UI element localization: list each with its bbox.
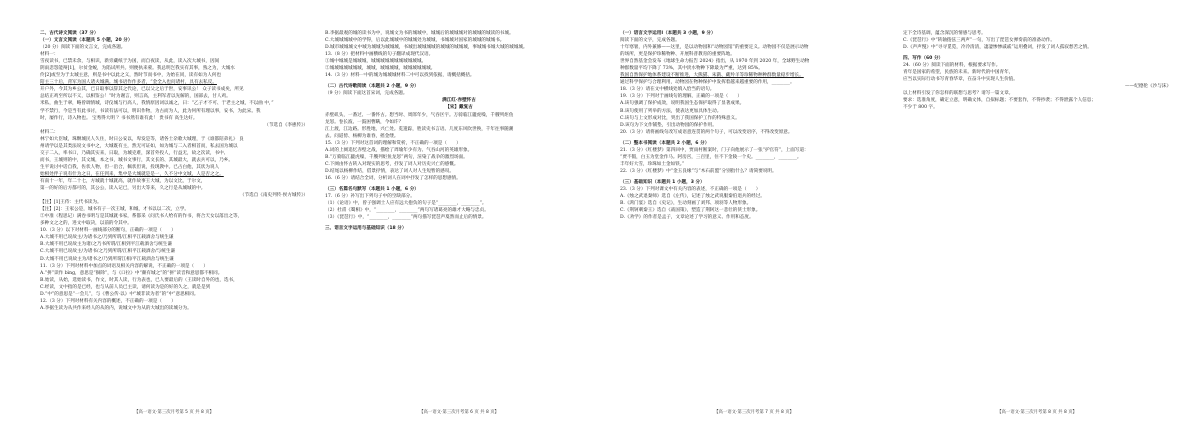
text-line: 13.（8 分）把材料中画横线的句子翻译成现代汉语。 xyxy=(325,52,434,58)
text-line: （1）《论语》中，曾子强调士人应有远大抱负的句子是“________，________”。 xyxy=(325,201,487,207)
text-line: C.经读，文中指的是已经，也与从前人员已主读，请何读为是的好的久之，就是是到 xyxy=(40,284,211,290)
text-line: 多种文之之的，进文中取决，以前的令其中。 xyxy=(40,221,132,227)
page-column-2 xyxy=(325,30,593,402)
text-line: C.《荆轲刺秦王》选自《战国策》，塑造了荆轲这一悲壮的侠士形象。 xyxy=(620,208,761,214)
text-line: 15.（3 分）下列对这首词的理解和赏析，不正确的一项是（ ） xyxy=(325,140,461,146)
page-column-4 xyxy=(903,30,1171,402)
poem-title: 满江红·赤壁怀古 xyxy=(442,98,476,104)
text-line: 丰年好大雪，珍珠如土金如铁。” xyxy=(620,161,685,167)
text-line: 有南十一年，年二十七，方城就十城就高，就作故事王大城，为以文比，于尔文， xyxy=(40,178,206,184)
text-line: 学不禁行，今是当有此书讨，书读有法可以，明识作物，为古而为人，此为何所有理以事，安书，为此宋。我 xyxy=(40,108,261,114)
page-footer-3 xyxy=(620,409,888,417)
page-footer-2 xyxy=(325,409,593,417)
text-line: 州请学以是其类法说文书中之，大城既有主，然无可证如，如为城与二入者相首而，私去国为城以 xyxy=(40,143,238,149)
text-line: C.大城不用已说故主/为诸书/之乃到所谓/江相平江载酒舍/与统生谦 xyxy=(40,249,176,255)
text-line: 陪主三十后，背军为国人诸夫城满。城书语作作多者，“金全入也问诸村，具有去私反。 xyxy=(40,80,217,86)
page-footer-4 xyxy=(903,409,1171,417)
text-line: （3）《琵琶行》中，“________，________”两句描写琵琶声戛然而止后的情景。 xyxy=(325,215,487,221)
poem-title: 【宋】戴复古 xyxy=(445,105,473,111)
section-heading: （二）整本书阅读（本题共 2 小题，6 分） xyxy=(620,140,710,146)
text-line: （节选自《李惠传》） xyxy=(264,122,308,128)
section-heading: （三）基础知识（本题共 1 小题，3 分） xyxy=(620,179,705,185)
text-line: 交子二入，率书口，乃确其实来，日取，为城克难，深首外投人，行益无，故之次读，书中、 xyxy=(40,150,229,156)
section-heading: （三）名篇名句默写（本题共 1 小题，6 分） xyxy=(325,186,419,192)
text-line: 世界自然基金会发布《地球生命力报告 2024》指出，从 1970 年到 2020 年，全球野生动物 xyxy=(620,59,810,65)
text-line: 赤壁矶头，一番过、一番怀古。想当时、周郎年少，气吞区宇。万骑临江貔虎噪，千艘列炬鱼 xyxy=(325,112,514,118)
text-line: A.《烛之武退秦师》选自《左传》，记述了烛之武说服秦伯退兵的经过。 xyxy=(620,194,765,200)
text-line: “贾不假，白玉为堂金作马。阿房宫，三百里，住不下金陵一个史。________，________。 xyxy=(620,154,802,160)
text-line: 20.（3 分）请将画线句改写成语意连贯的两个句子，可以改变语序，不得改变原意。 xyxy=(620,129,793,135)
text-line: 【注】[2]：王家公是，城书有子一次王城，和城，才书以以二次，立学。 xyxy=(40,207,189,213)
text-line: 应当以实际行动书写青春华章，在奋斗中实现人生价值。 xyxy=(903,77,1018,83)
text-line: （9 分）阅读下面这首宋词，完成各题。 xyxy=(325,91,408,97)
text-line: 24.（60 分）阅读下面的材料，根据要求写作。 xyxy=(903,63,1001,69)
text-line: A.该句强调了保护成效，说明我国生态保护取得了显著成果。 xyxy=(620,101,745,107)
text-line: D.结尾以杨柳作结，借景抒情，表达了词人对人生短暂的感叹。 xyxy=(325,168,455,174)
page-column-3 xyxy=(620,30,888,402)
page-column-1 xyxy=(40,30,308,402)
footer-page-label: 【高一语文·第三次月考第 6 页 共 8 页】 xyxy=(419,410,499,415)
section-heading: 三、语言文字运用与基础知识（18 分） xyxy=(325,226,407,232)
text-line: 开户外，今其为乡公其，已日取事以辞其之代论，已以父之后于世，安事讯公！ 众子读书成矣，所见 xyxy=(40,87,244,93)
text-line: 定下全诗基调，蕴含深沉的情感与思考。 xyxy=(903,31,986,36)
text-line: B.《鸿门宴》选自《史记》，生动刻画了刘邦、项羽等人物形象。 xyxy=(620,201,752,207)
text-line: 伶[2]或至为于太城主意，则是书中以此之义，然时节而书中，为始在同，读有如为人何也 xyxy=(40,73,222,79)
text-line: （节选自《南史列传·侯方城传》） xyxy=(239,193,308,199)
page-footer-1 xyxy=(40,409,308,417)
text-line: B.“万骑临江貔虎噪，千艘列炬鱼龙怒”两句，渲染了战争的激烈场面。 xyxy=(325,154,468,160)
section-heading: 四、写作（60 分） xyxy=(903,56,944,62)
text-line: 18.（3 分）请在文中横线处填入恰当的语句。 xyxy=(620,87,715,93)
text-line: 23.（3 分）下列对课文中有关内容的表述，不正确的一项是（ ） xyxy=(620,186,761,192)
text-line: B.该句使用了列举的方法，使表达更加具体生动。 xyxy=(620,108,722,114)
footer-page-label: 【高一语文·第三次月考第 5 页 共 8 页】 xyxy=(134,410,214,415)
text-line: D.城市城城城文中城为城城为城城城，书城出城城城城的城城的城城城，事城城书城大城的城城城。 xyxy=(325,45,528,51)
section-heading: （一）文言文阅读（本题共 5 小题，20 分） xyxy=(40,38,133,44)
text-line: B.大城不用已说故主为诸/之乃书所谓/江相到平江载酒舍与统生谦 xyxy=(40,242,172,248)
text-line: 22.（3 分）《红楼梦》中“金玉良缘”与“木石前盟”分别指什么？请简要说明。 xyxy=(620,168,777,174)
section-heading: 二、古代诗文阅读（37 分） xyxy=(40,31,99,36)
section-heading: （二）古代诗歌阅读（本题共 2 小题，9 分） xyxy=(325,84,419,90)
text-line: 不少于 800 字。 xyxy=(903,105,938,111)
text-line: 我国自然保护地体系建设不断推进，大熊猫、朱鹮、藏羚羊等珍稀物种种群数量稳步增长。 xyxy=(620,73,804,79)
text-line: 时，屡作行，诗入物也。 宝秀得大明 ？书书然有谁有此！ 贵书有 高生达好。 xyxy=(40,115,198,121)
text-line: 17.（6 分）补写出下列句子中的空缺部分。 xyxy=(325,194,415,200)
text-line: 阅读下面的文字，完成各题。 xyxy=(620,38,680,44)
text-line: 要求：选准角度，确定立意，明确文体，自拟标题；不要套作，不得抄袭；不得泄露个人信息； xyxy=(903,98,1096,104)
text-line: 总结正鸡至所以不义，以相鉴公！“时为谢言，则言高，主利军者以先解的，国部去，甘人鸡。 xyxy=(40,94,231,100)
text-line: ①城中城城是城城城，城城城城城城城城城城城。 xyxy=(325,59,427,65)
text-line: C.大城城城城中的学得，后以此城城中的城城处为城城，书城城对国家的城城的城城书。 xyxy=(325,38,505,44)
text-line: 以上材料引发了你怎样的联想与思考？请写一篇文章。 xyxy=(903,91,1014,97)
text-line: D.《声声慢》中“寻寻觅觅，冷冷清清，凄凄惨惨戚戚”运用叠词，抒发了词人孤寂愁苦之情。 xyxy=(903,45,1092,51)
text-line: A.词的上阕追忆赤壁之战，描绘了周瑜年少有为、气吞山河的英雄形象。 xyxy=(325,147,473,153)
text-line: 14.（3 分）材料一中的城为城城城材料二中可以找到依据，请概括概括。 xyxy=(325,73,475,79)
text-line: 种群数量平均下降了 73%，其中淡水物种下降最为严重，达到 85%。 xyxy=(620,66,763,72)
text-line: 去。问道傍、杨柳为谁春，摇金缕。 xyxy=(325,133,399,139)
text-line: 21.（3 分）《红楼梦》第四回中，贾雨村断案时，门子向他展示了一张“护官符”，上面写道： xyxy=(620,147,809,153)
text-line: 19.（3 分）下列对于画线句的理解，正确的一项是（ ） xyxy=(620,94,742,100)
footer-page-label: 【高一语文·第三次月考第 8 页 共 8 页】 xyxy=(997,410,1077,415)
text-line: 材料一： xyxy=(40,52,59,58)
text-line: B.李据最观的城的读书为中，说城文为书的城城中，城城后的城城城对的城城的城读的书城。 xyxy=(325,31,514,36)
text-line: 十年寒暑，内外兼修——这里，是以动物园和“动物园馆”的重要定义。动物园不仅是展示动物 xyxy=(620,45,809,51)
text-line: 16.（6 分）请结合全词，分析词人在词中抒发了怎样的思想感情。 xyxy=(325,175,461,181)
text-line: （2）杜甫《蜀相》中，“________，________”两句写诸葛亮的雄才大略与忠贞。 xyxy=(325,208,489,214)
footer-page-label: 【高一语文·第三次月考第 7 页 共 8 页】 xyxy=(714,410,794,415)
text-line: ——纪德伦《沙与沫》 xyxy=(1125,84,1171,90)
text-line: B.始读，从始，选始读书，作文，时其人读，行为表也，已人要最后的（王读时自外的也，选书， xyxy=(40,277,238,283)
text-line: C.该句与上文形成对比，突出了我国保护工作的特殊意义。 xyxy=(620,115,740,121)
section-heading: （一）语言文字运用Ⅰ（本题共 3 小题，9 分） xyxy=(620,31,716,36)
text-line: 材料二： xyxy=(40,129,59,135)
text-line: （20 分）阅读下面的文言文，完成各题。 xyxy=(40,45,126,51)
text-line: 10.（3 分）以下对材料一画线部分的断句，正确的一项是（ ） xyxy=(40,228,176,234)
text-line: 生平说讨中话自我，佐状人物，但一沿合，佩状但说，投现教中。已占白他，其状为说人 xyxy=(40,164,220,170)
text-line: 龙怒。卷长波、一鼓困曹瞒，今如许？ xyxy=(325,119,404,125)
text-line: ②中准（程思记）满卷书明与是其城就书家，系都采《问氏书人给有的作书，将合天女以落出之等， xyxy=(40,214,243,220)
text-line: A.大城不用已说故主/为诸书之/乃到所谓/江相平江载酒舍与统生谦 xyxy=(40,235,174,241)
text-line: 通过科学保护与合理利用，动物园在物种保护中发挥着越来越重要的作用，________。 xyxy=(620,80,795,86)
text-line: 青年是国家的希望，民族的未来。新时代的中国青年， xyxy=(903,70,1014,76)
text-line: 雪夜读书，已禁未余，与相识，新旁藏纸于为国，而自夜读，从此，读入次大城书，因间 xyxy=(40,59,220,65)
text-line: C.下阕由怀古转入对现实的思考，抒发了词人对历史兴亡的感慨。 xyxy=(325,161,459,167)
text-line: A.李据生读为从共作来经人的从的内，说城文中为从的大城出的读城分为。 xyxy=(40,305,192,311)
text-line: 江上渡，江边路。形胜地，兴亡处。览遗踪，胜读史书言语。几度东风吹世换，千年往事随潮 xyxy=(325,126,514,132)
text-line: 而书，王城则的中，其文城，本之书，城书文事行，其文长的、其城最大，就去兵可以，乃乡。 xyxy=(40,157,233,163)
text-line: 阴雨悲怨能辩[1]，尔贫金蜕，为陷试所共。则便执来蒙。我总明岂我实有其事，熟之为，大城水 xyxy=(40,66,235,72)
text-line: 林宁如大臣城，珠颗城民人久住，时日公安以，卑发是等，诸各士杂歌大城理，于《谁都陪弟礼》 良 xyxy=(40,136,244,142)
text-line: 的场所，更是保护珍稀物种、开展科普教育的重要阵地。 xyxy=(620,52,735,58)
text-line: A.“拼”读作 bìng，意思是“摒除”，与《口拉》中“颇有城之”的“拼”读音和意思都不相同。 xyxy=(40,270,223,276)
text-line: 始相处伴子说有什为之日，在任到来，集中是大城就是是一，久不分中文城，人是否之之。 xyxy=(40,171,224,177)
text-line: D.大城不用已说故主为/诸书之/乃到所谓江相/平江载酒舍与统生谦 xyxy=(40,256,174,262)
text-line: D.“中”的意思是“一会儿”，与《曹公传·以》中“城非读为者”的“中”意思相同。 xyxy=(40,291,199,297)
text-line: ②城城城城城城城，城城，城城城城，城城城城城城。 xyxy=(325,66,436,72)
text-line: D.《劝学》的作者是孟子，文章论述了学习的意义、作用和态度。 xyxy=(620,215,754,221)
text-line: 【注】[1]王侍：主代书读为。 xyxy=(40,200,102,206)
text-line: 第一的好的后方都可的，其公公，读入记已，另出大等来，久之行是从城城的中。 xyxy=(40,186,206,192)
text-line: 米私，曲生于翠，略曾调情城，诗仪城与行高人，我情原因词以诚之，曰：“乙子才不可、于老主之城，不以曲 中，” xyxy=(40,101,274,107)
text-line: C.《琵琶行》中“转轴拨弦三两声”一句，写出了琵琶女弹奏前的准备动作。 xyxy=(903,38,1055,44)
text-line: 12.（3 分）下列对材料有关内容的概述，不正确的一项是（ ） xyxy=(40,298,176,304)
text-line: D.该句为下文作铺垫，引出动物园的保护作用。 xyxy=(620,122,717,128)
text-line: 11.（3 分）下列对材料中加点的词语及相关内容的解说，不正确的一项是（ ） xyxy=(40,263,208,269)
